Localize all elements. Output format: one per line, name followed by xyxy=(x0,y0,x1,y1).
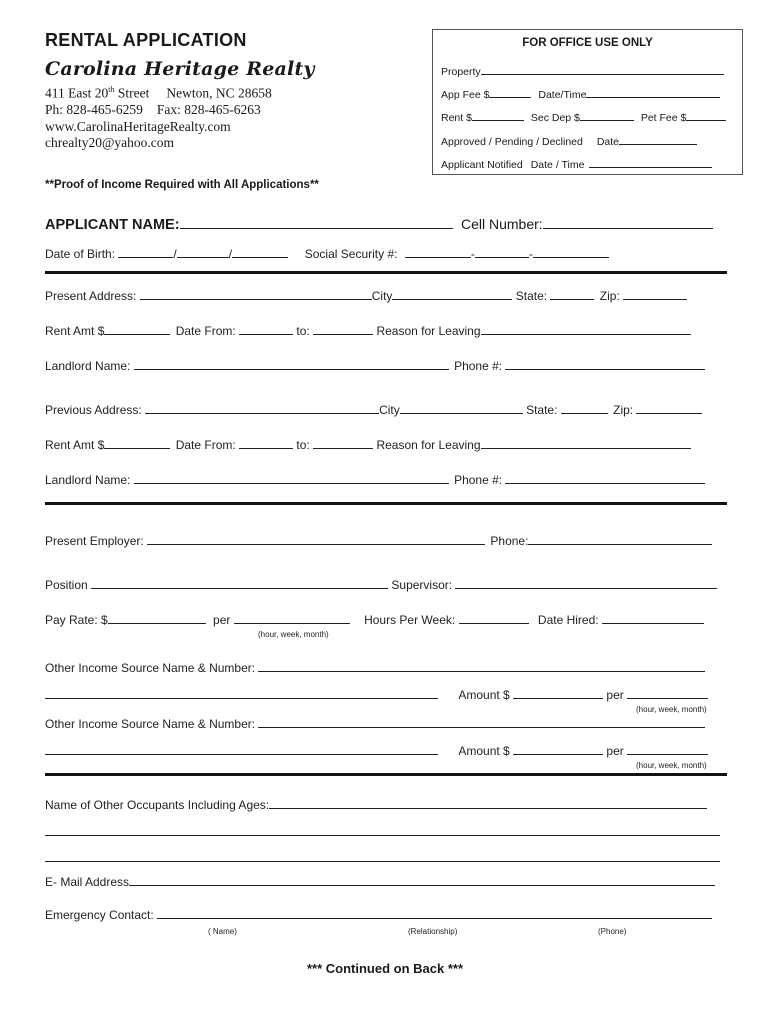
hours-label: Hours Per Week: xyxy=(364,613,456,627)
office-property-row xyxy=(441,63,724,78)
office-fee-row xyxy=(441,86,720,101)
other-income-detail-field-2[interactable] xyxy=(45,743,438,755)
office-rent-label: Rent $ xyxy=(441,112,472,124)
emergency-phone-hint: (Phone) xyxy=(598,927,627,936)
company-phone: Ph: 828-465-6259 xyxy=(45,102,143,117)
street-suffix: th xyxy=(108,85,115,94)
other-income-amount-row-2 xyxy=(45,743,708,758)
ssn-dash-1: - xyxy=(470,247,475,261)
company-contact xyxy=(45,102,261,118)
previous-to-label: to: xyxy=(296,438,310,452)
dob-month-field[interactable] xyxy=(118,246,173,258)
office-rent-field[interactable] xyxy=(472,109,524,121)
street-address: 411 East 20 xyxy=(45,85,109,101)
previous-address-row xyxy=(45,402,702,417)
occupants-line-3 xyxy=(45,850,720,865)
amount-period-field-1[interactable] xyxy=(627,687,708,699)
office-sec-dep-field[interactable] xyxy=(580,109,634,121)
present-date-from-label: Date From: xyxy=(175,324,236,338)
present-to-label: to: xyxy=(296,324,310,338)
previous-to-field[interactable] xyxy=(313,437,373,449)
present-rent-row xyxy=(45,323,691,338)
emergency-contact-field[interactable] xyxy=(157,907,712,919)
date-hired-field[interactable] xyxy=(602,612,704,624)
emergency-contact-label: Emergency Contact: xyxy=(45,908,154,922)
position-field[interactable] xyxy=(91,577,388,589)
previous-state-field[interactable] xyxy=(561,402,608,414)
pay-rate-field[interactable] xyxy=(108,612,206,624)
present-state-label: State: xyxy=(515,289,548,303)
section-divider xyxy=(45,773,727,776)
continued-on-back-note: *** Continued on Back *** xyxy=(306,961,464,976)
occupants-line-2 xyxy=(45,824,720,839)
amount-per-label-2: per xyxy=(606,744,624,758)
office-datetime-field[interactable] xyxy=(586,86,720,98)
employer-row xyxy=(45,533,712,548)
present-landlord-phone-label: Phone #: xyxy=(454,359,503,373)
employer-phone-label: Phone: xyxy=(490,534,529,548)
dob-label: Date of Birth: xyxy=(45,247,116,261)
cell-number-label: Cell Number: xyxy=(460,216,543,232)
employer-field[interactable] xyxy=(147,533,485,545)
present-state-field[interactable] xyxy=(550,288,594,300)
office-date-field[interactable] xyxy=(619,133,697,145)
previous-reason-field[interactable] xyxy=(481,437,691,449)
date-hired-label: Date Hired: xyxy=(537,613,599,627)
ssn-label: Social Security #: xyxy=(304,247,398,261)
present-address-row xyxy=(45,288,687,303)
amount-per-label-1: per xyxy=(606,688,624,702)
office-sec-dep-label: Sec Dep $ xyxy=(530,112,580,124)
other-income-detail-field-1[interactable] xyxy=(45,687,438,699)
office-app-fee-field[interactable] xyxy=(489,86,531,98)
form-title: RENTAL APPLICATION xyxy=(45,30,247,50)
present-rent-field[interactable] xyxy=(104,323,170,335)
dob-year-field[interactable] xyxy=(232,246,288,258)
company-email[interactable]: chrealty20@yahoo.com xyxy=(45,135,175,150)
office-rent-row xyxy=(441,109,726,124)
office-datetime-label: Date/Time xyxy=(538,89,587,101)
present-to-field[interactable] xyxy=(313,323,373,335)
previous-address-label: Previous Address: xyxy=(45,403,142,417)
email-field[interactable] xyxy=(129,874,715,886)
section-divider xyxy=(45,271,727,274)
previous-landlord-phone-field[interactable] xyxy=(505,472,705,484)
other-income-amount-row-1 xyxy=(45,687,708,702)
previous-landlord-label: Landlord Name: xyxy=(45,473,131,487)
present-landlord-field[interactable] xyxy=(134,358,449,370)
emergency-contact-row xyxy=(45,907,712,922)
office-notified-label: Applicant Notified xyxy=(441,159,523,171)
employer-phone-field[interactable] xyxy=(528,533,712,545)
pay-rate-label: Pay Rate: $ xyxy=(45,613,108,627)
dob-slash-1: / xyxy=(173,247,177,261)
office-property-label: Property xyxy=(441,66,481,78)
present-address-field[interactable] xyxy=(140,288,372,300)
cell-number-field[interactable] xyxy=(543,217,713,229)
supervisor-field[interactable] xyxy=(455,577,717,589)
previous-city-field[interactable] xyxy=(400,402,523,414)
company-address xyxy=(45,85,272,102)
present-landlord-label: Landlord Name: xyxy=(45,359,131,373)
applicant-name-label: APPLICANT NAME: xyxy=(45,217,180,233)
other-income-row-1 xyxy=(45,660,705,675)
dob-day-field[interactable] xyxy=(177,246,229,258)
applicant-name-row xyxy=(45,216,713,234)
present-address-label: Present Address: xyxy=(45,289,137,303)
occupants-field-2[interactable] xyxy=(45,824,720,836)
city-state-zip: Newton, NC 28658 xyxy=(166,85,272,101)
office-status-label: Approved / Pending / Declined xyxy=(441,136,583,148)
previous-landlord-phone-label: Phone #: xyxy=(454,473,503,487)
office-notified-row xyxy=(441,156,712,171)
previous-state-label: State: xyxy=(526,403,558,417)
previous-landlord-field[interactable] xyxy=(134,472,449,484)
amount-period-hint-2: (hour, week, month) xyxy=(636,761,707,770)
pay-row xyxy=(45,612,704,627)
office-notified-field[interactable] xyxy=(589,156,712,168)
previous-rent-label: Rent Amt $ xyxy=(45,438,105,452)
company-name: Carolina Heritage Realty xyxy=(45,58,315,80)
present-landlord-phone-field[interactable] xyxy=(505,358,705,370)
occupants-field[interactable] xyxy=(269,797,707,809)
employer-label: Present Employer: xyxy=(45,534,144,548)
previous-address-field[interactable] xyxy=(145,402,379,414)
emergency-relationship-hint: (Relationship) xyxy=(408,927,458,936)
ssn-part-3[interactable] xyxy=(533,246,609,258)
dob-ssn-row xyxy=(45,246,609,261)
previous-date-from-field[interactable] xyxy=(239,437,293,449)
occupants-field-3[interactable] xyxy=(45,850,720,862)
office-use-box xyxy=(432,29,743,175)
position-row xyxy=(45,577,717,592)
amount-field-1[interactable] xyxy=(513,687,603,699)
street-name: Street xyxy=(114,85,150,101)
email-label: E- Mail Address xyxy=(45,875,130,889)
previous-city-label: City xyxy=(379,403,400,417)
other-income-row-2 xyxy=(45,716,705,731)
amount-label-1: Amount $ xyxy=(458,688,510,702)
office-date-label: Date xyxy=(596,136,620,148)
previous-zip-label: Zip: xyxy=(613,403,634,417)
amount-period-hint-1: (hour, week, month) xyxy=(636,705,707,714)
company-website[interactable]: www.CarolinaHeritageRealty.com xyxy=(45,119,231,134)
ssn-part-1[interactable] xyxy=(405,246,471,258)
company-fax: Fax: 828-465-6263 xyxy=(156,102,261,117)
present-city-label: City xyxy=(371,289,393,303)
other-income-field-1[interactable] xyxy=(258,660,705,672)
present-date-from-field[interactable] xyxy=(239,323,293,335)
present-city-field[interactable] xyxy=(392,288,512,300)
section-divider xyxy=(45,502,727,505)
office-status-row xyxy=(441,133,697,148)
supervisor-label: Supervisor: xyxy=(391,578,453,592)
present-zip-label: Zip: xyxy=(599,289,620,303)
amount-label-2: Amount $ xyxy=(458,744,510,758)
previous-rent-field[interactable] xyxy=(104,437,170,449)
office-use-title: FOR OFFICE USE ONLY xyxy=(522,37,653,49)
present-reason-label: Reason for Leaving xyxy=(376,324,481,338)
previous-reason-label: Reason for Leaving xyxy=(376,438,481,452)
hours-field[interactable] xyxy=(459,612,529,624)
amount-field-2[interactable] xyxy=(513,743,603,755)
dob-slash-2: / xyxy=(228,247,233,261)
present-rent-label: Rent Amt $ xyxy=(45,324,105,338)
pay-per-label: per xyxy=(213,613,231,627)
emergency-name-hint: ( Name) xyxy=(208,927,237,936)
present-landlord-row xyxy=(45,358,705,373)
amount-period-field-2[interactable] xyxy=(627,743,708,755)
previous-zip-field[interactable] xyxy=(636,402,702,414)
previous-rent-row xyxy=(45,437,691,452)
occupants-label: Name of Other Occupants Including Ages: xyxy=(45,798,270,812)
pay-period-field[interactable] xyxy=(234,612,350,624)
email-row xyxy=(45,874,715,889)
occupants-row xyxy=(45,797,707,812)
position-label: Position xyxy=(45,578,88,592)
other-income-field-2[interactable] xyxy=(258,716,705,728)
applicant-name-field[interactable] xyxy=(180,217,453,229)
other-income-label-2: Other Income Source Name & Number: xyxy=(45,717,256,731)
office-app-fee-label: App Fee $ xyxy=(441,89,490,101)
ssn-part-2[interactable] xyxy=(475,246,529,258)
previous-date-from-label: Date From: xyxy=(175,438,236,452)
proof-of-income-note: **Proof of Income Required with All Applications** xyxy=(45,179,319,191)
previous-landlord-row xyxy=(45,472,705,487)
ssn-dash-2: - xyxy=(528,247,533,261)
pay-period-hint: (hour, week, month) xyxy=(258,630,329,639)
office-pet-fee-label: Pet Fee $ xyxy=(640,112,687,124)
office-property-field[interactable] xyxy=(481,63,724,75)
office-pet-fee-field[interactable] xyxy=(686,109,726,121)
present-zip-field[interactable] xyxy=(623,288,687,300)
other-income-label-1: Other Income Source Name & Number: xyxy=(45,661,256,675)
office-notified-dt-label: Date / Time xyxy=(530,159,585,171)
present-reason-field[interactable] xyxy=(481,323,691,335)
